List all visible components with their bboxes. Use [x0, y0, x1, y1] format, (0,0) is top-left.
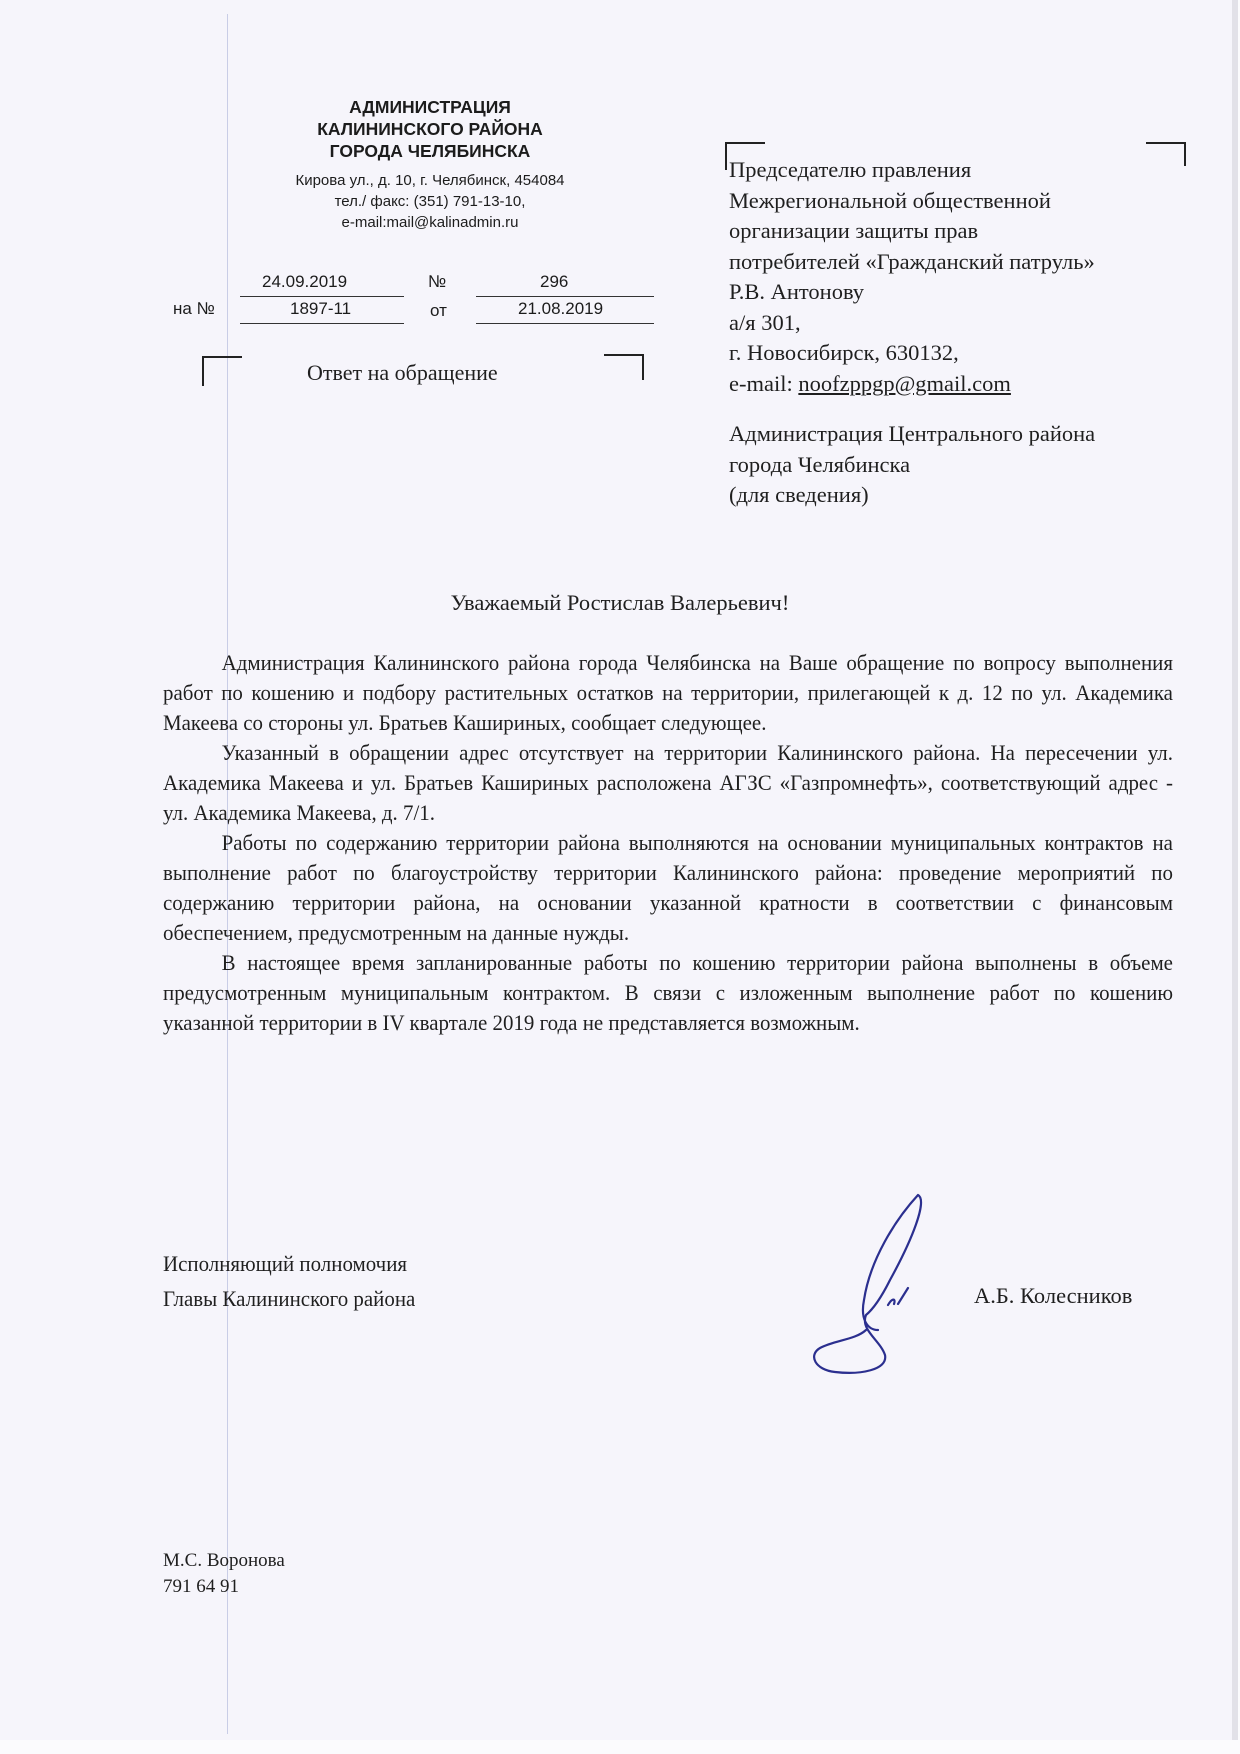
recipient-line: г. Новосибирск, 630132,: [729, 340, 959, 365]
executor-name: М.С. Воронова: [163, 1550, 285, 1571]
recipient-line: организации защиты прав: [729, 218, 979, 243]
position-line: Главы Калининского района: [163, 1286, 416, 1311]
org-line: АДМИНИСТРАЦИЯ: [349, 97, 511, 117]
copy-line: Администрация Центрального района: [729, 421, 1096, 446]
org-line: ГОРОДА ЧЕЛЯБИНСКА: [329, 141, 531, 161]
underline: [476, 323, 654, 324]
recipient-line: потребителей «Гражданский патруль»: [729, 248, 1095, 274]
outgoing-number: 296: [540, 272, 569, 291]
org-line: КАЛИНИНСКОГО РАЙОНА: [317, 119, 543, 139]
greeting: Уважаемый Ростислав Валерьевич!: [450, 590, 790, 615]
handwritten-signature-icon: [800, 1180, 1000, 1380]
recipient-block: [729, 155, 1095, 511]
recipient-email-line: [729, 369, 1095, 400]
letter-body: [163, 648, 1173, 1038]
ref-label: на №: [173, 299, 215, 318]
body-paragraph: Указанный в обращении адрес отсутствует на территории Калининского района. На пересечении ул. Академика Макеева и ул. Братьев Кашириных расположена АГЗС «Газпромнефть», соответствующий адрес - ул. Академика Макеева, д. 7/1.: [163, 740, 1173, 825]
recipient-line: Р.В. Антонову: [729, 279, 865, 304]
underline: [240, 296, 404, 297]
letterhead-contacts: [240, 170, 620, 233]
letterhead-organization: [240, 96, 620, 162]
corner-mark-right: [604, 354, 644, 380]
recipient-line: Межрегиональной общественной: [729, 187, 1051, 213]
executor-phone: 791 64 91: [163, 1576, 239, 1597]
number-label: №: [428, 272, 447, 291]
letterhead-phone: тел./ факс: (351) 791-13-10,: [334, 193, 526, 210]
signatory-name: А.Б. Колесников: [974, 1283, 1133, 1308]
copy-line: города Челябинска: [729, 451, 911, 477]
recipient-email-link[interactable]: noofzppgp@gmail.com: [798, 370, 1011, 396]
outgoing-date: 24.09.2019: [262, 272, 348, 291]
body-paragraph: В настоящее время запланированные работы по кошению территории района выполнены в объеме предусмотренным муниципальным контрактом. В связи с изложенным выполнение работ по кошению указанной территории в IV квартале 2019 года не представляется возможным.: [163, 950, 1173, 1035]
underline: [240, 323, 404, 324]
body-paragraph: Администрация Калининского района города Челябинска на Ваше обращение по вопросу выполнения работ по кошению и подбору растительных остатков на территории, прилегающей к д. 12 по ул. Академика Макеева со стороны ул. Братьев Кашириных, сообщает следующее.: [163, 650, 1173, 735]
from-label: от: [430, 301, 447, 320]
position-line: Исполняющий полномочия: [163, 1251, 408, 1276]
email-label: e-mail:: [729, 370, 799, 396]
recipient-line: а/я 301,: [729, 309, 801, 335]
signatory-position: [163, 1246, 415, 1316]
letterhead-address: Кирова ул., д. 10, г. Челябинск, 454084: [295, 172, 565, 189]
recipient-line: Председателю правления: [729, 157, 972, 182]
executor-info: [163, 1548, 285, 1600]
corner-mark-left: [202, 356, 242, 386]
ref-date: 21.08.2019: [518, 299, 604, 318]
subject: Ответ на обращение: [307, 360, 498, 385]
body-paragraph: Работы по содержанию территории района выполняются на основании муниципальных контрактов на выполнение работ по благоустройству территории Калининского района: проведение мероприятий по содержанию территории района, на основании указанной кратности в соответствии с финансовым обеспечением, предусмотренным на данные нужды.: [163, 830, 1173, 945]
letterhead-email: e-mail:mail@kalinadmin.ru: [341, 214, 519, 231]
corner-mark-right: [1146, 142, 1186, 166]
copy-line: (для сведения): [729, 482, 869, 507]
ref-number: 1897-11: [290, 299, 352, 318]
underline: [476, 296, 654, 297]
